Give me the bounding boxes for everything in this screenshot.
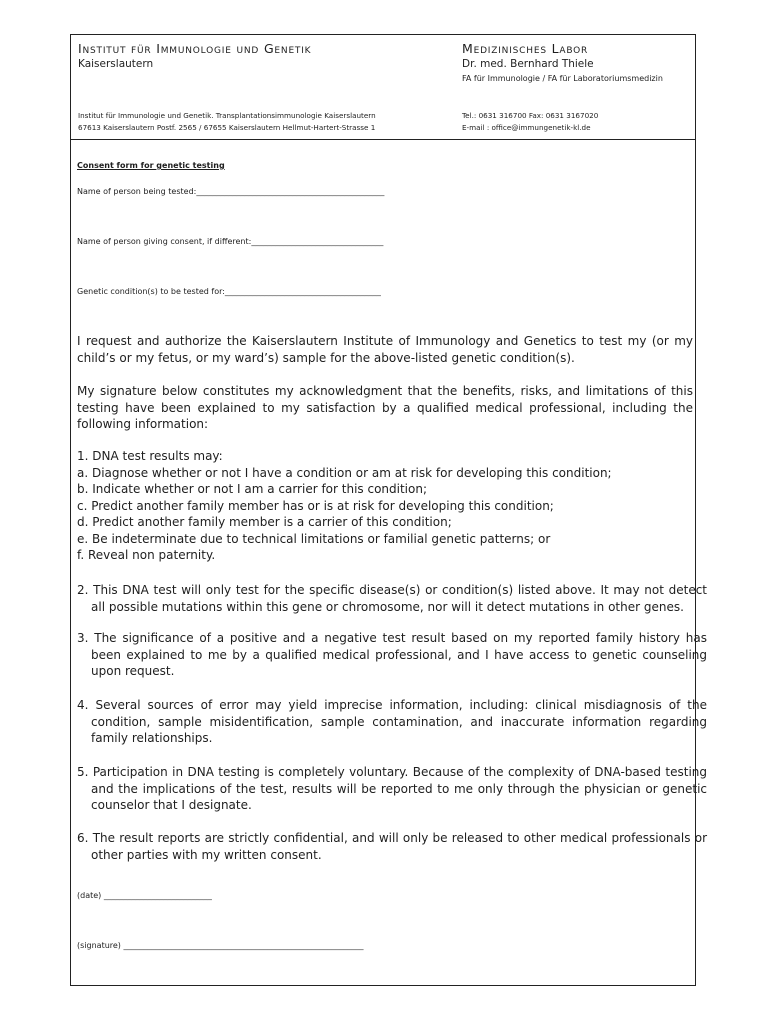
list-item: c. Predict another family member has or is at risk for developing this condition;	[77, 498, 554, 513]
list-item: e. Be indeterminate due to technical limitations or familial genetic patterns; or	[77, 531, 551, 546]
lab-specialty: FA für Immunologie / FA für Laboratoriumsmedizin	[462, 74, 663, 83]
institute-address-line: Institut für Immunologie und Genetik. Transplantationsimmunologie Kaiserslautern	[78, 111, 376, 120]
date-field[interactable]: (date) ___________________________	[77, 891, 212, 900]
institute-city: Kaiserslautern	[78, 58, 154, 70]
numbered-item: 4. Several sources of error may yield imprecise information, including: clinical misdiagnosis of the condition, sample misidentification, sample contamination, and inaccurate information regarding family relationships.	[77, 698, 707, 745]
lab-email: E-mail : office@immungenetik-kl.de	[462, 123, 591, 132]
request-paragraph: I request and authorize the Kaiserslautern Institute of Immunology and Genetics to test my (or my child’s or my fetus, or my ward’s) sample for the above-listed genetic condition(s).	[77, 334, 693, 365]
numbered-item: 3. The significance of a positive and a negative test result based on my reported family history has been explained to me by a qualified medical professional, and I have access to genetic counseling upon request.	[77, 631, 707, 678]
list-item: b. Indicate whether or not I am a carrier for this condition;	[77, 482, 427, 496]
results-list	[77, 448, 693, 564]
list-item: a. Diagnose whether or not I have a condition or am at risk for developing this condition;	[77, 465, 612, 480]
list-item: d. Predict another family member is a carrier of this condition;	[77, 515, 452, 529]
list-intro: 1. DNA test results may:	[77, 449, 223, 463]
lab-phone: Tel.: 0631 316700 Fax: 0631 3167020	[462, 111, 599, 120]
field-person-consenting[interactable]: Name of person giving consent, if different:_________________________________	[77, 237, 384, 246]
field-genetic-condition[interactable]: Genetic condition(s) to be tested for:_______________________________________	[77, 287, 381, 296]
numbered-item: 6. The result reports are strictly confidential, and will only be released to other medical professionals or other parties with my written consent.	[77, 831, 707, 862]
header-divider	[70, 139, 696, 140]
lab-doctor: Dr. med. Bernhard Thiele	[462, 58, 594, 70]
signature-field[interactable]: (signature) ____________________________________________________________	[77, 941, 364, 950]
signature-paragraph: My signature below constitutes my acknowledgment that the benefits, risks, and limitations of this testing have been explained to my satisfaction by a qualified medical professional, including the following information:	[77, 384, 693, 431]
list-item: f. Reveal non paternity.	[77, 548, 216, 562]
institute-title: Institut für Immunologie und Genetik	[78, 41, 312, 56]
numbered-item: 2. This DNA test will only test for the specific disease(s) or condition(s) listed above. It may not detect all possible mutations within this gene or chromosome, nor will it detect mutations in other genes.	[77, 583, 707, 614]
field-person-tested[interactable]: Name of person being tested:_______________________________________________	[77, 187, 385, 196]
form-title: Consent form for genetic testing	[77, 161, 225, 170]
lab-title: Medizinisches Labor	[462, 41, 589, 56]
institute-address-line: 67613 Kaiserslautern Postf. 2565 / 67655 Kaiserslautern Hellmut-Hartert-Strasse 1	[78, 123, 376, 132]
numbered-item: 5. Participation in DNA testing is completely voluntary. Because of the complexity of DNA-based testing and the implications of the test, results will be reported to me only through the physician or genetic counselor that I designate.	[77, 765, 707, 812]
